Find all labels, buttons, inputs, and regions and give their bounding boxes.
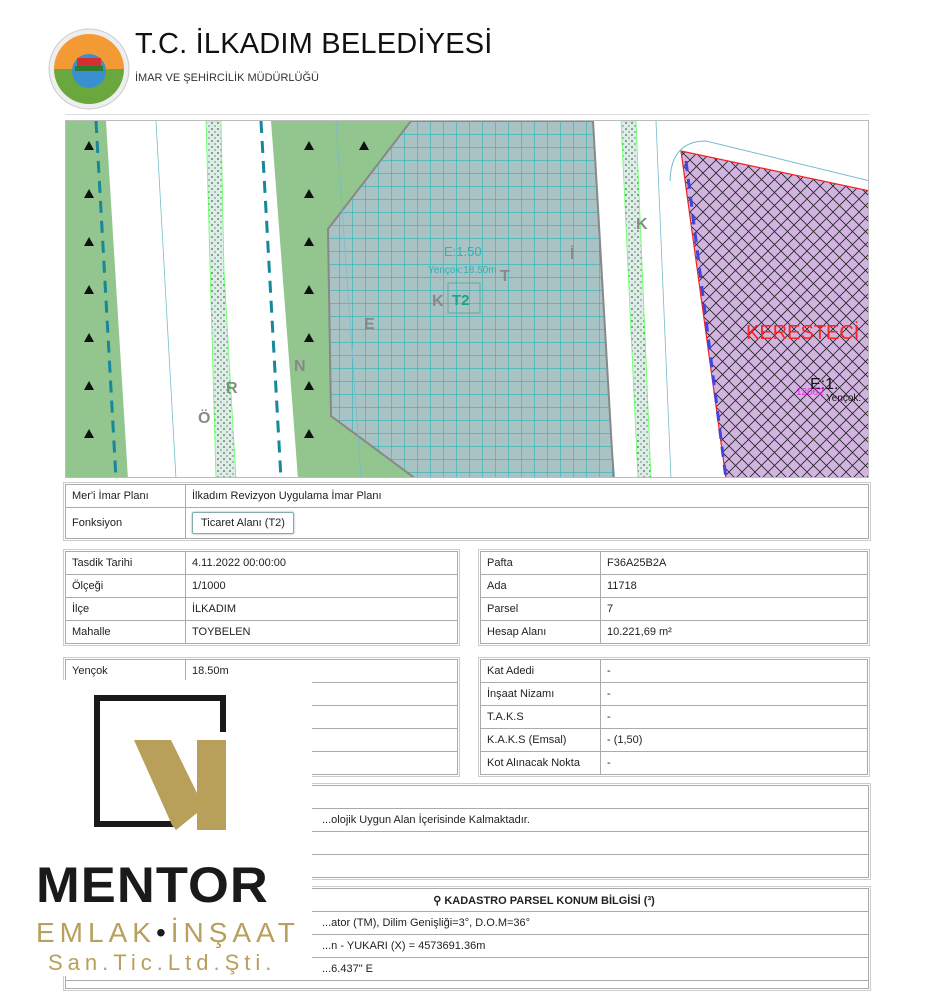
row-value: - [601,683,868,706]
build-right-table [480,659,868,775]
row-label: Tasdik Tarihi [66,552,186,575]
row-value: 11718 [601,575,868,598]
street-letter: E [364,316,375,333]
row-label: İlçe [66,598,186,621]
row-value: F36A25B2A [601,552,868,575]
mentor-brand: MENTOR [36,857,269,913]
plan-table [65,484,869,539]
row-label: İnşaat Nizamı [481,683,601,706]
row-label: Kot Alınacak Nokta [481,752,601,775]
info-right-table [480,551,868,644]
row-value: İLKADIM [186,598,458,621]
row-label: Ada [481,575,601,598]
note-row: ...olojik Uygun Alan İçerisinde Kalmaktadır. [66,809,869,832]
parcel-number: 12062 [796,387,824,398]
location-pin-icon: ⚲ [433,894,445,907]
row-label: Parsel [481,598,601,621]
table-row [66,552,458,575]
kadastro-header: KADASTRO PARSEL KONUM BİLGİSİ (³) [444,894,655,907]
row-label: Ölçeği [66,575,186,598]
info-left-table [65,551,458,644]
row-label: Mahalle [66,621,186,644]
row-value: - [601,752,868,775]
zone-code: T2 [452,292,470,309]
street-letter: K [432,293,444,310]
row-value: TOYBELEN [186,621,458,644]
row-value: - [601,660,868,683]
mentor-tagline [36,917,300,949]
district-label: KERESTECİ [746,322,860,344]
street-letter: R [226,380,238,397]
row-label: Fonksiyon [66,508,186,539]
table-row [481,752,868,775]
table-row [481,683,868,706]
street-letter: T [500,268,510,285]
zone-height: Yençok:18.50m [428,265,497,276]
mentor-logo-icon [94,695,226,830]
row-label: Pafta [481,552,601,575]
page-title: T.C. İLKADIM BELEDİYESİ [135,28,493,60]
table-row [66,575,458,598]
row-label: Hesap Alanı [481,621,601,644]
row-value: - (1,50) [601,729,868,752]
row-label: Kat Adedi [481,660,601,683]
row-label: T.A.K.S [481,706,601,729]
street-letter: İ [570,246,575,263]
row-label: Mer'i İmar Planı [66,485,186,508]
page-subtitle: İMAR VE ŞEHİRCİLİK MÜDÜRLÜĞÜ [135,72,319,84]
kadastro-row: ...n - YUKARI (X) = 4573691.36m [66,935,869,958]
table-row [481,575,868,598]
table-row [66,621,458,644]
divider [65,114,869,115]
tagline-part: İNŞAAT [170,917,300,948]
row-value: 7 [601,598,868,621]
kadastro-row: ...6.437" E [66,958,869,981]
street-letter: Ö [198,410,211,427]
mentor-company-type: San.Tic.Ltd.Şti. [48,950,277,975]
zoning-map[interactable] [65,120,869,478]
row-value: İlkadım Revizyon Uygulama İmar Planı [186,485,869,508]
table-row [481,706,868,729]
table-row [66,485,869,508]
row-value: - [601,706,868,729]
row-value: 4.11.2022 00:00:00 [186,552,458,575]
table-row [481,660,868,683]
right-zone-label: E:1. [810,376,839,393]
street-letter: N [294,358,306,375]
row-label: K.A.K.S (Emsal) [481,729,601,752]
table-row [481,729,868,752]
kadastro-row: ...ator (TM), Dilim Genişliği=3°, D.O.M=36° [66,912,869,935]
tagline-part: EMLAK [36,917,156,948]
row-label: Yençok [66,660,186,683]
right-zone-height: Yençok: [826,393,862,404]
table-row [481,552,868,575]
table-row [481,621,868,644]
mentor-watermark [28,680,312,976]
table-row [481,598,868,621]
row-value: 10.221,69 m² [601,621,868,644]
row-value: 18.50m [186,660,458,683]
street-letter: K [636,216,648,233]
table-row [66,598,458,621]
table-row [66,508,869,539]
zone-label: E:1.50 [444,244,482,259]
bullet: • [155,917,171,948]
row-value: 1/1000 [186,575,458,598]
function-button[interactable]: Ticaret Alanı (T2) [192,512,294,534]
municipality-logo [48,28,130,110]
